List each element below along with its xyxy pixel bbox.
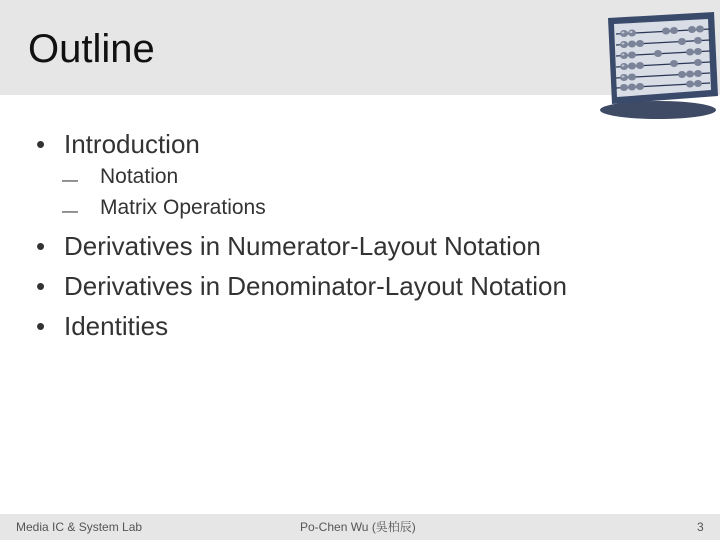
- sub-bullet-text: Matrix Operations: [100, 196, 266, 219]
- bullet-item: [36, 311, 168, 341]
- sub-bullet-item: [62, 195, 266, 222]
- bullet-text: Derivatives in Denominator-Layout Notation: [64, 271, 567, 301]
- bullet-text: Identities: [64, 311, 169, 341]
- footer-lab-name: Media IC & System Lab: [16, 520, 143, 534]
- page-title: Outline: [28, 27, 155, 71]
- page-number: 3: [697, 520, 704, 534]
- bullet-item: [36, 231, 541, 261]
- bullet-item: [36, 129, 200, 159]
- bullet-icon: •: [36, 271, 46, 301]
- bullet-icon: •: [36, 231, 46, 261]
- bullet-item: [36, 271, 567, 301]
- bullet-icon: •: [36, 311, 46, 341]
- sub-bullet-text: Notation: [100, 165, 179, 188]
- dash-icon: —: [62, 172, 78, 189]
- footer-author: Po-Chen Wu (吳柏辰): [300, 520, 416, 534]
- dash-icon: —: [62, 203, 78, 220]
- bullet-icon: •: [36, 129, 46, 159]
- bullet-text: Derivatives in Numerator-Layout Notation: [64, 231, 541, 261]
- sub-bullet-item: [62, 164, 178, 191]
- bullet-text: Introduction: [64, 129, 200, 159]
